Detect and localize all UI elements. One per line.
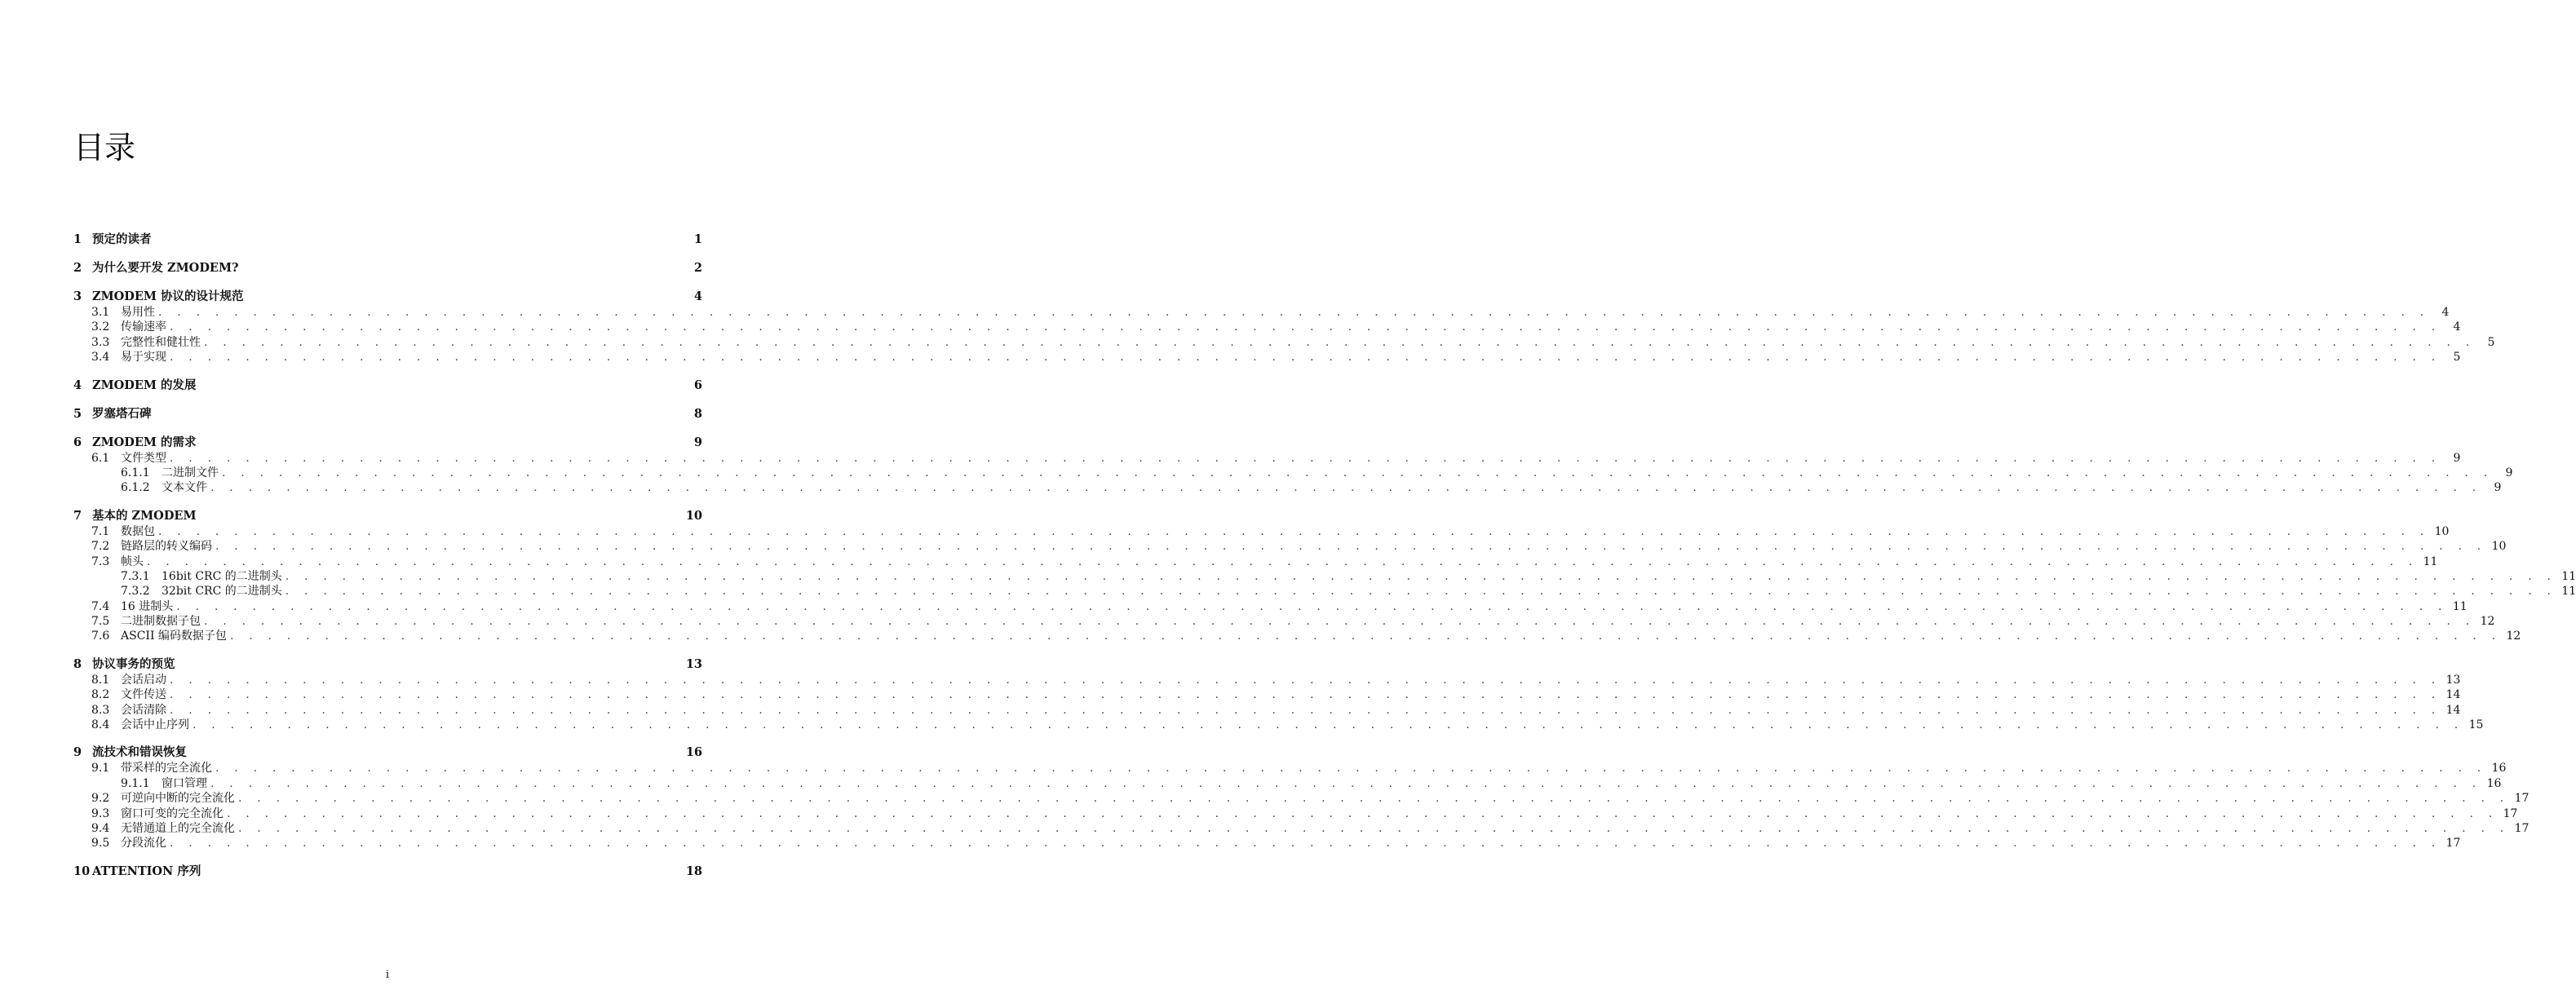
toc-entry-page: 5 [2487,335,2495,349]
toc-entry[interactable] [73,614,2495,629]
toc-entry[interactable] [73,776,2502,791]
toc-entry[interactable] [73,584,2576,599]
toc-entry-title: 协议事务的预览 [92,656,175,671]
toc-entry[interactable] [73,599,2468,614]
toc-entry-title: ZMODEM 的需求 [92,435,197,449]
toc-entry[interactable] [73,761,2507,775]
toc-entry-page: 17 [2514,821,2530,835]
dot-leader: . . . . . . . . . . . . . . . . . . . . . . . . . . . . . . . . . . . . . . . . . . . . . . . . . . . . . . . . . . . . . . . . . . . . . . . . . . . . . . . . . . . . . . . . . . . . . . . . . . . . . . . . . . . . . . . . . . . . . . . . [158,524,2430,538]
toc-entry[interactable] [73,305,2450,320]
toc-entry-page: 10 [2434,524,2450,538]
table-of-contents [73,232,2576,880]
toc-entry[interactable] [73,687,2461,702]
toc-entry-title: 文本文件 [162,481,207,495]
toc-entry[interactable] [73,821,2530,836]
toc-entry-number: 3.4 [91,351,110,365]
toc-entry[interactable] [73,806,2518,821]
toc-entry-number: 8.2 [91,688,110,702]
toc-entry-page: 2 [693,261,702,275]
toc-chapter-entry[interactable] [73,435,702,451]
toc-entry-page: 14 [2445,688,2461,702]
dot-leader: . . . . . . . . . . . . . . . . . . . . . . . . . . . . . . . . . . . . . . . . . . . . . . . . . . . . . . . . . . . . . . . . . . . . . . . . . . . . . . . . . . . . . . . . . . . . . . . . . . . . . . . . . . . . . . . . . . . . . . . . [204,335,2476,349]
toc-entry-title: 数据包 [121,524,155,538]
toc-entry-page: 14 [2445,703,2461,717]
toc-entry-page: 9 [2494,481,2502,495]
toc-entry-page: 11 [2452,599,2468,613]
toc-chapter-entry[interactable] [73,656,702,673]
toc-entry-number: 10 [73,864,91,878]
dot-leader: . . . . . . . . . . . . . . . . . . . . . . . . . . . . . . . . . . . . . . . . . . . . . . . . . . . . . . . . . . . . . . . . . . . . . . . . . . . . . . . . . . . . . . . . . . . . . . . . . . . . . . . . . . . . . . . . . . . . . . . . [229,630,2502,643]
toc-entry-page: 9 [2453,451,2461,465]
toc-entry[interactable] [73,480,2502,495]
dot-leader: . . . . . . . . . . . . . . . . . . . . . . . . . . . . . . . . . . . . . . . . . . . . . . . . . . . . . . . . . . . . . . . . . . . . . . . . . . . . . . . . . . . . . . . . . . . . . . . . . . . . . . . . . . . . . . . . . . . . . . . . [170,351,2441,365]
toc-entry-number: 7.3 [91,555,110,568]
toc-chapter-entry[interactable] [73,232,702,248]
toc-entry-number: 9.2 [91,792,110,806]
toc-entry[interactable] [73,451,2461,466]
toc-entry-number: 3 [73,289,82,303]
toc-entry[interactable] [73,703,2461,718]
toc-entry-number: 8.4 [91,718,110,732]
toc-entry-title: ZMODEM 协议的设计规范 [92,289,244,303]
toc-entry-number: 3.2 [91,320,110,334]
toc-entry-title: 帧头 [121,555,144,568]
toc-entry-title: 文件传送 [121,688,166,702]
toc-entry-number: 9.3 [91,806,110,820]
toc-entry-page: 16 [2491,762,2507,775]
toc-entry-title: ATTENTION 序列 [92,864,201,878]
toc-entry[interactable] [73,836,2461,851]
toc-chapter-entry[interactable] [73,864,702,880]
toc-entry-number: 7.6 [91,630,110,643]
toc-entry-page: 9 [2505,466,2513,479]
toc-entry[interactable] [73,569,2576,584]
toc-entry-page: 16 [685,745,702,760]
toc-entry-title: 二进制文件 [162,466,219,479]
dot-leader: . . . . . . . . . . . . . . . . . . . . . . . . . . . . . . . . . . . . . . . . . . . . . . . . . . . . . . . . . . . . . . . . . . . . . . . . . . . . . . . . . . . . . . . . . . . . . . . . . . . . . . . . . . . . . . . . . . . . . . . . [170,688,2441,702]
toc-entry-number: 3.3 [91,335,110,349]
dot-leader: . . . . . . . . . . . . . . . . . . . . . . . . . . . . . . . . . . . . . . . . . . . . . . . . . . . . . . . . . . . . . . . . . . . . . . . . . . . . . . . . . . . . . . . . . . . . . . . . . . . . . . . . . . . . . . . . . . . . . . . . [158,306,2430,319]
toc-entry-number: 9 [73,745,82,760]
toc-entry-number: 6.1.1 [121,466,150,479]
toc-entry-title: 可逆向中断的完全流化 [121,792,235,806]
toc-entry-title: 基本的 ZMODEM [92,508,197,523]
toc-entry-number: 9.1 [91,762,110,775]
toc-entry-number: 1 [73,232,82,246]
dot-leader: . . . . . . . . . . . . . . . . . . . . . . . . . . . . . . . . . . . . . . . . . . . . . . . . . . . . . . . . . . . . . . . . . . . . . . . . . . . . . . . . . . . . . . . . . . . . . . . . . . . . . . . . . . . . . . . . . . . . . . . . [238,821,2510,835]
toc-entry-title: 罗塞塔石碑 [92,406,152,421]
dot-leader: . . . . . . . . . . . . . . . . . . . . . . . . . . . . . . . . . . . . . . . . . . . . . . . . . . . . . . . . . . . . . . . . . . . . . . . . . . . . . . . . . . . . . . . . . . . . . . . . . . . . . . . . . . . . . . . . . . . . . . . . [170,451,2441,465]
toc-entry[interactable] [73,555,2438,569]
dot-leader: . . . . . . . . . . . . . . . . . . . . . . . . . . . . . . . . . . . . . . . . . . . . . . . . . . . . . . . . . . . . . . . . . . . . . . . . . . . . . . . . . . . . . . . . . . . . . . . . . . . . . . . . . . . . . . . . . . . . . . . . [147,555,2419,568]
dot-leader: . . . . . . . . . . . . . . . . . . . . . . . . . . . . . . . . . . . . . . . . . . . . . . . . . . . . . . . . . . . . . . . . . . . . . . . . . . . . . . . . . . . . . . . . . . . . . . . . . . . . . . . . . . . . . . . . . . . . . . . . [170,673,2441,687]
toc-entry-title: 二进制数据子包 [121,615,201,629]
toc-entry-page: 15 [2468,718,2484,732]
toc-entry-number: 4 [73,378,82,392]
toc-entry-title: 传输速率 [121,320,166,334]
toc-entry[interactable] [73,524,2450,539]
dot-leader: . . . . . . . . . . . . . . . . . . . . . . . . . . . . . . . . . . . . . . . . . . . . . . . . . . . . . . . . . . . . . . . . . . . . . . . . . . . . . . . . . . . . . . . . . . . . . . . . . . . . . . . . . . . . . . . . . . . . . . . . [170,320,2441,334]
toc-entry[interactable] [73,539,2507,554]
toc-entry-page: 11 [2561,569,2576,583]
dot-leader: . . . . . . . . . . . . . . . . . . . . . . . . . . . . . . . . . . . . . . . . . . . . . . . . . . . . . . . . . . . . . . . . . . . . . . . . . . . . . . . . . . . . . . . . . . . . . . . . . . . . . . . . . . . . . . . . . . . . . . . . [204,615,2476,629]
toc-entry-page: 17 [2514,792,2530,806]
toc-entry-title: ZMODEM 的发展 [92,378,197,392]
toc-entry-title: 预定的读者 [92,232,152,246]
toc-entry-page: 10 [685,508,702,523]
toc-entry-page: 12 [2506,630,2521,643]
toc-entry-title: 完整性和健壮性 [121,335,201,349]
toc-entry-number: 9.5 [91,837,110,851]
toc-entry-number: 3.1 [91,306,110,319]
toc-entry-number: 8.1 [91,673,110,687]
toc-entry-page: 6 [693,378,702,392]
dot-leader: . . . . . . . . . . . . . . . . . . . . . . . . . . . . . . . . . . . . . . . . . . . . . . . . . . . . . . . . . . . . . . . . . . . . . . . . . . . . . . . . . . . . . . . . . . . . . . . . . . . . . . . . . . . . . . . . . . . . . . . . [193,718,2464,732]
dot-leader: . . . . . . . . . . . . . . . . . . . . . . . . . . . . . . . . . . . . . . . . . . . . . . . . . . . . . . . . . . . . . . . . . . . . . . . . . . . . . . . . . . . . . . . . . . . . . . . . . . . . . . . . . . . . . . . . . . . . . . . . [210,776,2482,790]
dot-leader: . . . . . . . . . . . . . . . . . . . . . . . . . . . . . . . . . . . . . . . . . . . . . . . . . . . . . . . . . . . . . . . . . . . . . . . . . . . . . . . . . . . . . . . . . . . . . . . . . . . . . . . . . . . . . . . . . . . . . . . . [227,806,2499,820]
toc-entry-page: 17 [2445,837,2461,851]
toc-entry-page: 11 [2561,585,2576,599]
dot-leader: . . . . . . . . . . . . . . . . . . . . . . . . . . . . . . . . . . . . . . . . . . . . . . . . . . . . . . . . . . . . . . . . . . . . . . . . . . . . . . . . . . . . . . . . . . . . . . . . . . . . . . . . . . . . . . . . . . . . . . . . [215,762,2487,775]
toc-entry[interactable] [73,791,2530,806]
dot-leader: . . . . . . . . . . . . . . . . . . . . . . . . . . . . . . . . . . . . . . . . . . . . . . . . . . . . . . . . . . . . . . . . . . . . . . . . . . . . . . . . . . . . . . . . . . . . . . . . . . . . . . . . . . . . . . . . . . . . . . . . [170,703,2441,717]
toc-entry-title: ASCII 编码数据子包 [121,630,227,643]
toc-entry-page: 13 [685,656,702,671]
toc-entry-page: 1 [693,232,702,246]
toc-entry-title: 会话启动 [121,673,166,687]
toc-entry-title: 16 进制头 [121,599,174,613]
toc-entry[interactable] [73,466,2513,480]
dot-leader: . . . . . . . . . . . . . . . . . . . . . . . . . . . . . . . . . . . . . . . . . . . . . . . . . . . . . . . . . . . . . . . . . . . . . . . . . . . . . . . . . . . . . . . . . . . . . . . . . . . . . . . . . . . . . . . . . . . . . . . . [222,466,2494,479]
dot-leader: . . . . . . . . . . . . . . . . . . . . . . . . . . . . . . . . . . . . . . . . . . . . . . . . . . . . . . . . . . . . . . . . . . . . . . . . . . . . . . . . . . . . . . . . . . . . . . . . . . . . . . . . . . . . . . . . . . . . . . . . [285,569,2557,583]
toc-chapter-entry[interactable] [73,260,702,276]
dot-leader: . . . . . . . . . . . . . . . . . . . . . . . . . . . . . . . . . . . . . . . . . . . . . . . . . . . . . . . . . . . . . . . . . . . . . . . . . . . . . . . . . . . . . . . . . . . . . . . . . . . . . . . . . . . . . . . . . . . . . . . . [285,585,2557,599]
toc-entry-page: 8 [693,406,702,421]
toc-entry-number: 6 [73,435,82,449]
toc-entry-number: 7.5 [91,615,110,629]
toc-entry-title: 会话中止序列 [121,718,189,732]
toc-entry-title: 链路层的转义编码 [121,540,212,554]
toc-entry-number: 7.1 [91,524,110,538]
toc-entry-number: 9.1.1 [121,776,150,790]
toc-entry-number: 5 [73,406,82,421]
toc-entry-title: 易于实现 [121,351,166,365]
toc-entry-title: 带采样的完全流化 [121,762,212,775]
toc-entry-title: 为什么要开发 ZMODEM? [92,261,239,275]
dot-leader: . . . . . . . . . . . . . . . . . . . . . . . . . . . . . . . . . . . . . . . . . . . . . . . . . . . . . . . . . . . . . . . . . . . . . . . . . . . . . . . . . . . . . . . . . . . . . . . . . . . . . . . . . . . . . . . . . . . . . . . . [238,792,2510,806]
toc-entry-page: 12 [2480,615,2495,629]
toc-entry-number: 7.3.1 [121,569,150,583]
toc-entry-title: 窗口管理 [162,776,207,790]
toc-entry-page: 10 [2491,540,2507,554]
toc-entry[interactable] [73,320,2461,334]
dot-leader: . . . . . . . . . . . . . . . . . . . . . . . . . . . . . . . . . . . . . . . . . . . . . . . . . . . . . . . . . . . . . . . . . . . . . . . . . . . . . . . . . . . . . . . . . . . . . . . . . . . . . . . . . . . . . . . . . . . . . . . . [210,481,2482,495]
toc-entry-page: 11 [2423,555,2438,568]
toc-entry-number: 6.1 [91,451,110,465]
dot-leader: . . . . . . . . . . . . . . . . . . . . . . . . . . . . . . . . . . . . . . . . . . . . . . . . . . . . . . . . . . . . . . . . . . . . . . . . . . . . . . . . . . . . . . . . . . . . . . . . . . . . . . . . . . . . . . . . . . . . . . . . [176,599,2448,613]
toc-entry-page: 4 [693,289,702,303]
toc-entry-title: 流技术和错误恢复 [92,745,187,760]
toc-entry[interactable] [73,629,2521,643]
toc-entry-number: 8 [73,656,82,671]
toc-entry-page: 4 [2453,320,2461,334]
toc-chapter-entry[interactable] [73,745,702,761]
toc-entry-number: 2 [73,261,82,275]
toc-entry-title: 易用性 [121,306,155,319]
toc-entry-page: 9 [693,435,702,449]
toc-entry-title: 分段流化 [121,837,166,851]
toc-entry[interactable] [73,718,2484,732]
toc-entry-title: 文件类型 [121,451,166,465]
toc-entry[interactable] [73,673,2461,687]
toc-entry-number: 6.1.2 [121,481,150,495]
toc-entry-page: 17 [2503,806,2518,820]
toc-chapter-entry[interactable] [73,289,702,305]
toc-entry[interactable] [73,350,2461,365]
toc-entry-page: 4 [2441,306,2450,319]
toc-entry-number: 7.3.2 [121,585,150,599]
toc-entry-number: 7.4 [91,599,110,613]
toc-entry-number: 7 [73,508,82,523]
dot-leader: . . . . . . . . . . . . . . . . . . . . . . . . . . . . . . . . . . . . . . . . . . . . . . . . . . . . . . . . . . . . . . . . . . . . . . . . . . . . . . . . . . . . . . . . . . . . . . . . . . . . . . . . . . . . . . . . . . . . . . . . [215,540,2487,554]
toc-entry-page: 18 [685,864,702,878]
toc-entry-title: 无错通道上的完全流化 [121,821,235,835]
page-number: i [385,969,390,981]
toc-entry-number: 8.3 [91,703,110,717]
toc-entry-title: 32bit CRC 的二进制头 [162,585,282,599]
toc-entry-page: 16 [2486,776,2502,790]
toc-entry-number: 9.4 [91,821,110,835]
toc-entry-title: 16bit CRC 的二进制头 [162,569,282,583]
page-title: 目录 [73,130,136,166]
toc-entry-number: 7.2 [91,540,110,554]
dot-leader: . . . . . . . . . . . . . . . . . . . . . . . . . . . . . . . . . . . . . . . . . . . . . . . . . . . . . . . . . . . . . . . . . . . . . . . . . . . . . . . . . . . . . . . . . . . . . . . . . . . . . . . . . . . . . . . . . . . . . . . . [170,837,2441,851]
toc-entry-title: 窗口可变的完全流化 [121,806,224,820]
toc-entry[interactable] [73,335,2495,350]
toc-entry-title: 会话清除 [121,703,166,717]
toc-chapter-entry[interactable] [73,406,702,422]
toc-chapter-entry[interactable] [73,508,702,524]
toc-entry-page: 13 [2445,673,2461,687]
toc-chapter-entry[interactable] [73,378,702,394]
toc-entry-page: 5 [2453,351,2461,365]
